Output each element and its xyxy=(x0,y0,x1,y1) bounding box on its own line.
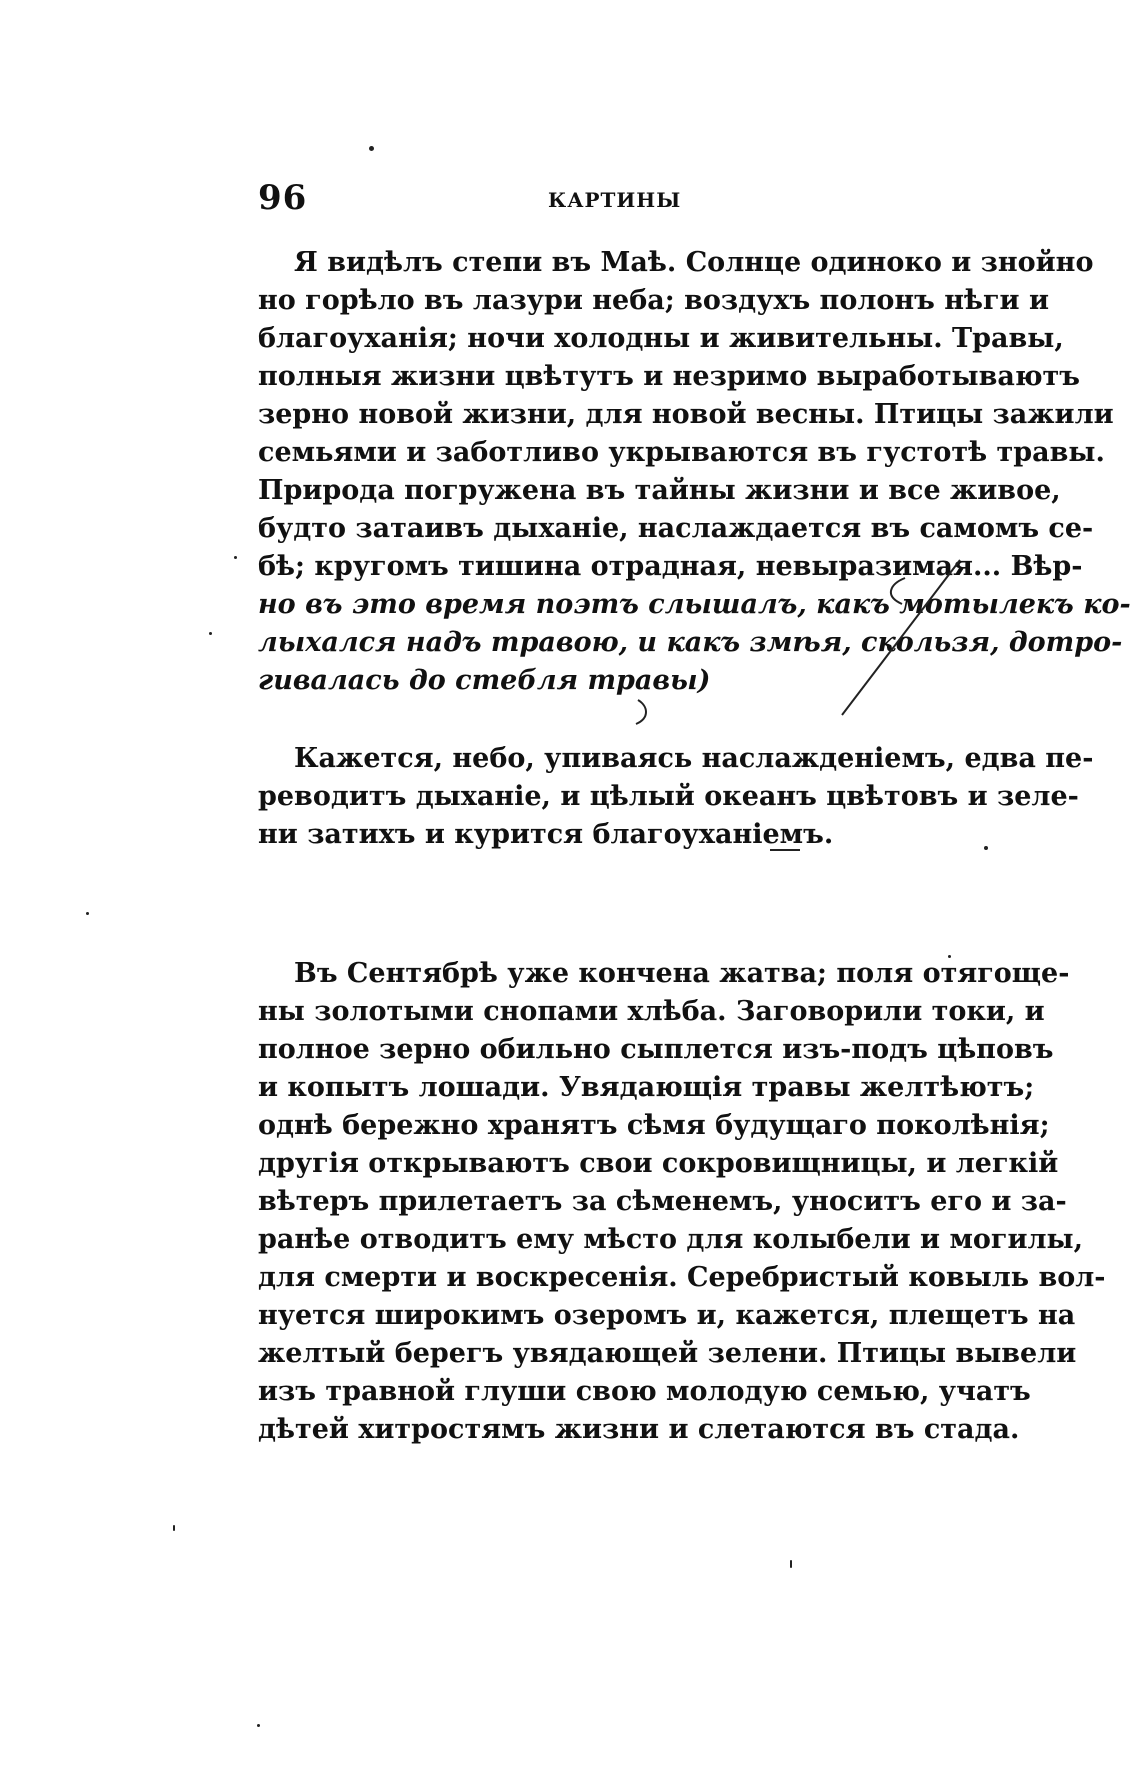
text-line: ранѣе отводитъ ему мѣсто для колыбели и могилы, xyxy=(258,1224,1084,1255)
text-line: ни затихъ и курится благоуханіемъ. xyxy=(258,819,834,850)
text-line: нуется широкимъ озеромъ и, кажется, плещетъ на xyxy=(258,1300,1076,1331)
ink-speck xyxy=(86,912,89,915)
text-line: для смерти и воскресенія. Серебристый ковыль вол- xyxy=(258,1262,1106,1293)
text-line: вѣтеръ прилетаетъ за сѣменемъ, уноситъ его и за- xyxy=(258,1186,1067,1217)
paragraph-sky xyxy=(258,740,1094,854)
text-line: но горѣло въ лазури неба; воздухъ полонъ нѣги и xyxy=(258,285,1049,316)
handwritten-bracket-mark xyxy=(0,0,1140,760)
text-line: Я видѣлъ степи въ Маѣ. Солнце одиноко и знойно xyxy=(294,247,1094,278)
page-number: 96 xyxy=(258,178,308,218)
text-line: зерно новой жизни, для новой весны. Птицы зажили xyxy=(258,399,1114,430)
italic-text-line: лыхался надъ травою, и какъ змѣя, скользя, дотро- xyxy=(258,627,1123,658)
text-line: полныя жизни цвѣтутъ и незримо выработываютъ xyxy=(258,361,1080,392)
italic-text-line: но въ это время поэтъ слышалъ, какъ мотылекъ ко- xyxy=(258,589,1131,620)
paragraph-september xyxy=(258,955,1106,1449)
text-line: желтый берегъ увядающей зелени. Птицы вывели xyxy=(258,1338,1077,1369)
text-line: однѣ бережно хранятъ сѣмя будущаго поколѣнія; xyxy=(258,1110,1050,1141)
running-head: КАРТИНЫ xyxy=(548,188,682,212)
text-line: другія открываютъ свои сокровищницы, и легкій xyxy=(258,1148,1059,1179)
ink-speck xyxy=(173,1525,175,1531)
text-line: Природа погружена въ тайны жизни и все живое, xyxy=(258,475,1061,506)
italic-text-line: гивалась до стебля травы) xyxy=(258,665,711,696)
text-line: реводитъ дыханіе, и цѣлый океанъ цвѣтовъ и зеле- xyxy=(258,781,1079,812)
text-line: полное зерно обильно сыплется изъ-подъ цѣповъ xyxy=(258,1034,1054,1065)
ink-speck xyxy=(790,1560,792,1568)
text-line: дѣтей хитростямъ жизни и слетаются въ стада. xyxy=(258,1414,1020,1445)
text-line: Въ Сентябрѣ уже кончена жатва; поля отягоще- xyxy=(294,958,1070,989)
text-line: семьями и заботливо укрываются въ густотѣ травы. xyxy=(258,437,1105,468)
text-line: и копытъ лошади. Увядающія травы желтѣютъ; xyxy=(258,1072,1035,1103)
text-line: Кажется, небо, упиваясь наслажденіемъ, едва пе- xyxy=(294,743,1094,774)
text-line: благоуханія; ночи холодны и живительны. Травы, xyxy=(258,323,1064,354)
text-line: будто затаивъ дыханіе, наслаждается въ самомъ се- xyxy=(258,513,1094,544)
text-line: изъ травной глуши свою молодую семью, учатъ xyxy=(258,1376,1031,1407)
text-line: ны золотыми снопами хлѣба. Заговорили токи, и xyxy=(258,996,1045,1027)
text-line: бѣ; кругомъ тишина отрадная, невыразимая... Вѣр- xyxy=(258,551,1083,582)
ink-speck xyxy=(257,1724,260,1727)
